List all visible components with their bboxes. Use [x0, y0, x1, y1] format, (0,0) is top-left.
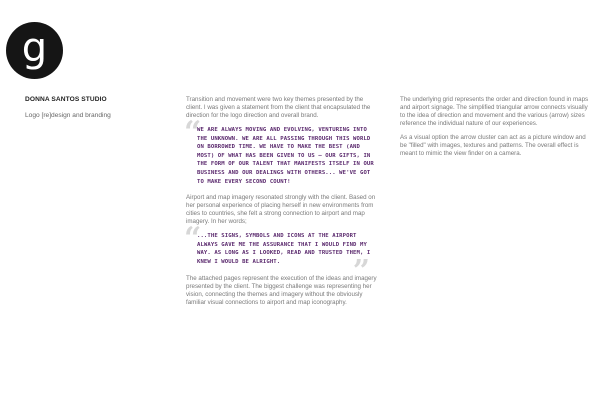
client-quote-1 [184, 115, 378, 186]
sidebar-column [25, 96, 165, 119]
client-quote-2 [184, 221, 378, 289]
execution-paragraph: The attached pages represent the execution of the ideas and imagery presented by the client. The biggest challenge was representing her vision, connecting the themes and imagery without the obviously familiar visual connections to airport and map iconography. [186, 274, 377, 306]
right-column [400, 96, 592, 164]
studio-logo [6, 22, 63, 79]
grid-paragraph: The underlying grid represents the order and direction found in maps and airport signage. The simplified triangular arrow connects visually to the idea of direction and movement and the various (arrow) sizes reference the individual nature of our experiences. [400, 96, 589, 127]
visual-option-paragraph: As a visual option the arrow cluster can act as a picture window and be "filled" with images, textures and patterns. The overall effect is meant to mimic the view finder on a camera. [400, 134, 586, 157]
open-quote-mark-icon: “ [184, 115, 202, 150]
logo-letter: g [21, 24, 48, 71]
middle-column [186, 96, 378, 313]
quote-1-text: WE ARE ALWAYS MOVING AND EVOLVING, VENTURING INTO THE UNKNOWN. WE ARE ALL PASSING THROUGH THIS WORLD ON BORROWED TIME. WE HAVE TO MAKE THE BEST (AND MOST) OF WHAT HAS BEEN GIVEN TO US – OUR GIFTS, IN THE FORM OF OUR TALENT THAT MANIFESTS ITSELF IN OUR BUSINESS AND OUR DEALINGS WITH OTHERS... WE'VE GOT TO MAKE EVERY SECOND COUNT! [197, 127, 374, 185]
studio-name: DONNA SANTOS STUDIO [25, 96, 107, 103]
project-subtitle: Logo [re]design and branding [25, 112, 111, 119]
close-quote-mark-icon: ” [352, 253, 370, 289]
quote-2-text: ...THE SIGNS, SYMBOLS AND ICONS AT THE AIRPORT ALWAYS GAVE ME THE ASSURANCE THAT I WOULD FIND MY WAY. AS LONG AS I LOOKED, READ AND TRUSTED THEM, I KNEW I WOULD BE ALRIGHT. [197, 233, 371, 265]
airport-paragraph: Airport and map imagery resonated strongly with the client. Based on her personal experience of placing herself in new environments from cities to countries, she felt a strong connection to airport and map imagery. In her words; [186, 194, 376, 226]
open-quote-mark-icon: “ [184, 221, 202, 257]
intro-paragraph: Transition and movement were two key themes presented by the client. I was given a statement from the client that encapsulated the direction for the logo direction and overall brand. [186, 96, 371, 119]
